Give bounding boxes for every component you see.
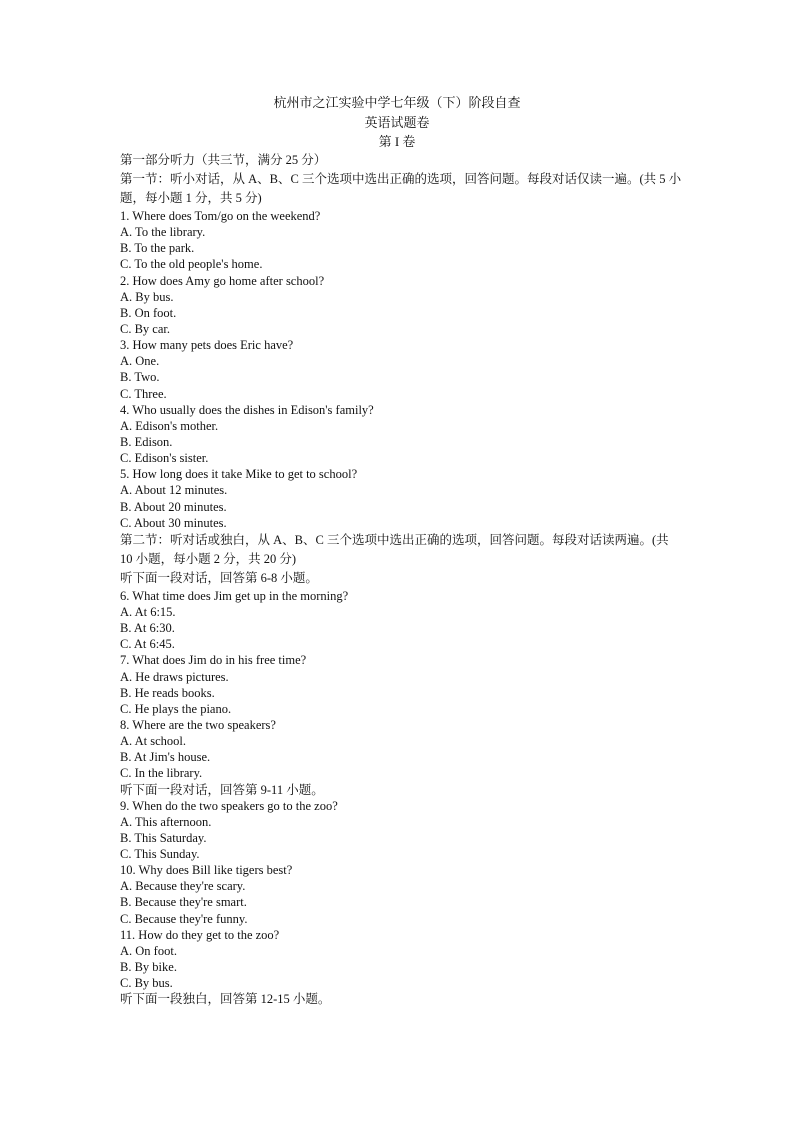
option-b: B. On foot. [120, 305, 177, 320]
question-text: 11. How do they get to the zoo? [120, 927, 280, 942]
question-text: 9. When do the two speakers go to the zoo? [120, 798, 338, 813]
option-a: A. At 6:15. [120, 604, 176, 619]
option-a: A. By bus. [120, 289, 174, 304]
question-text: 5. How long does it take Mike to get to school? [120, 467, 358, 482]
option-b: B. This Saturday. [120, 830, 207, 845]
option-a: A. Edison's mother. [120, 418, 219, 433]
question-text: 6. What time does Jim get up in the morning? [120, 588, 349, 603]
question-block [120, 402, 682, 467]
option-c: C. At 6:45. [120, 637, 175, 652]
question-text: 1. Where does Tom/go on the weekend? [120, 209, 321, 223]
option-c: C. By bus. [120, 976, 173, 991]
option-b: B. Because they're smart. [120, 895, 247, 910]
option-b: B. Edison. [120, 434, 173, 449]
group1-intro: 听下面一段对话，回答第 6-8 小题。 [120, 570, 318, 585]
question-text: 10. Why does Bill like tigers best? [120, 863, 293, 878]
option-a: A. About 12 minutes. [120, 483, 228, 498]
option-a: A. He draws pictures. [120, 669, 229, 684]
question-text: 3. How many pets does Eric have? [120, 338, 294, 353]
question-block [120, 273, 682, 338]
section1-questions [120, 208, 682, 531]
section1-heading: 第一节：听小对话，从 A、B、C 三个选项中选出正确的选项，回答问题。每段对话仅读一遍。(共 5 小题，每小题 1 分，共 5 分) [120, 172, 682, 205]
option-c: C. About 30 minutes. [120, 515, 227, 530]
group3-intro: 听下面一段独白，回答第 12-15 小题。 [120, 992, 331, 1007]
exam-body [120, 151, 682, 1007]
option-a: A. This afternoon. [120, 814, 212, 829]
question-block [120, 862, 682, 927]
question-block [120, 588, 682, 653]
option-c: C. This Sunday. [120, 847, 200, 862]
option-c: C. In the library. [120, 766, 203, 781]
group2-intro: 听下面一段对话，回答第 9-11 小题。 [120, 782, 324, 797]
option-a: A. At school. [120, 734, 186, 749]
option-b: B. He reads books. [120, 685, 215, 700]
question-text: 4. Who usually does the dishes in Edison's family? [120, 402, 374, 417]
option-c: C. To the old people's home. [120, 257, 263, 272]
question-block [120, 927, 682, 992]
option-b: B. By bike. [120, 960, 177, 975]
question-text: 7. What does Jim do in his free time? [120, 653, 307, 668]
option-b: B. About 20 minutes. [120, 499, 227, 514]
volume-label: 第 I 卷 [378, 134, 416, 149]
question-block [120, 208, 682, 273]
question-text: 8. Where are the two speakers? [120, 717, 276, 732]
option-b: B. At Jim's house. [120, 750, 211, 765]
group2-questions [120, 798, 682, 992]
option-a: A. To the library. [120, 225, 206, 240]
question-block [120, 717, 682, 782]
option-a: A. One. [120, 354, 160, 369]
exam-subtitle: 英语试题卷 [364, 115, 430, 130]
option-c: C. Three. [120, 386, 167, 401]
option-c: C. He plays the piano. [120, 701, 232, 716]
option-b: B. At 6:30. [120, 621, 175, 636]
option-b: B. Two. [120, 370, 160, 385]
part1-heading: 第一部分听力（共三节，满分 25 分） [120, 153, 327, 167]
question-block [120, 466, 682, 531]
option-c: C. Edison's sister. [120, 451, 209, 466]
option-c: C. Because they're funny. [120, 911, 248, 926]
section2-heading: 第二节：听对话或独白，从 A、B、C 三个选项中选出正确的选项，回答问题。每段对话读两遍。(共 10 小题，每小题 2 分，共 20 分) [120, 532, 669, 566]
question-block [120, 337, 682, 402]
question-text: 2. How does Amy go home after school? [120, 273, 325, 288]
option-b: B. To the park. [120, 241, 195, 256]
question-block [120, 798, 682, 863]
option-a: A. On foot. [120, 943, 177, 958]
group1-questions [120, 588, 682, 782]
option-a: A. Because they're scary. [120, 879, 246, 894]
question-block [120, 652, 682, 717]
exam-title: 杭州市之江实验中学七年级（下）阶段自查 [273, 95, 521, 110]
option-c: C. By car. [120, 321, 170, 336]
